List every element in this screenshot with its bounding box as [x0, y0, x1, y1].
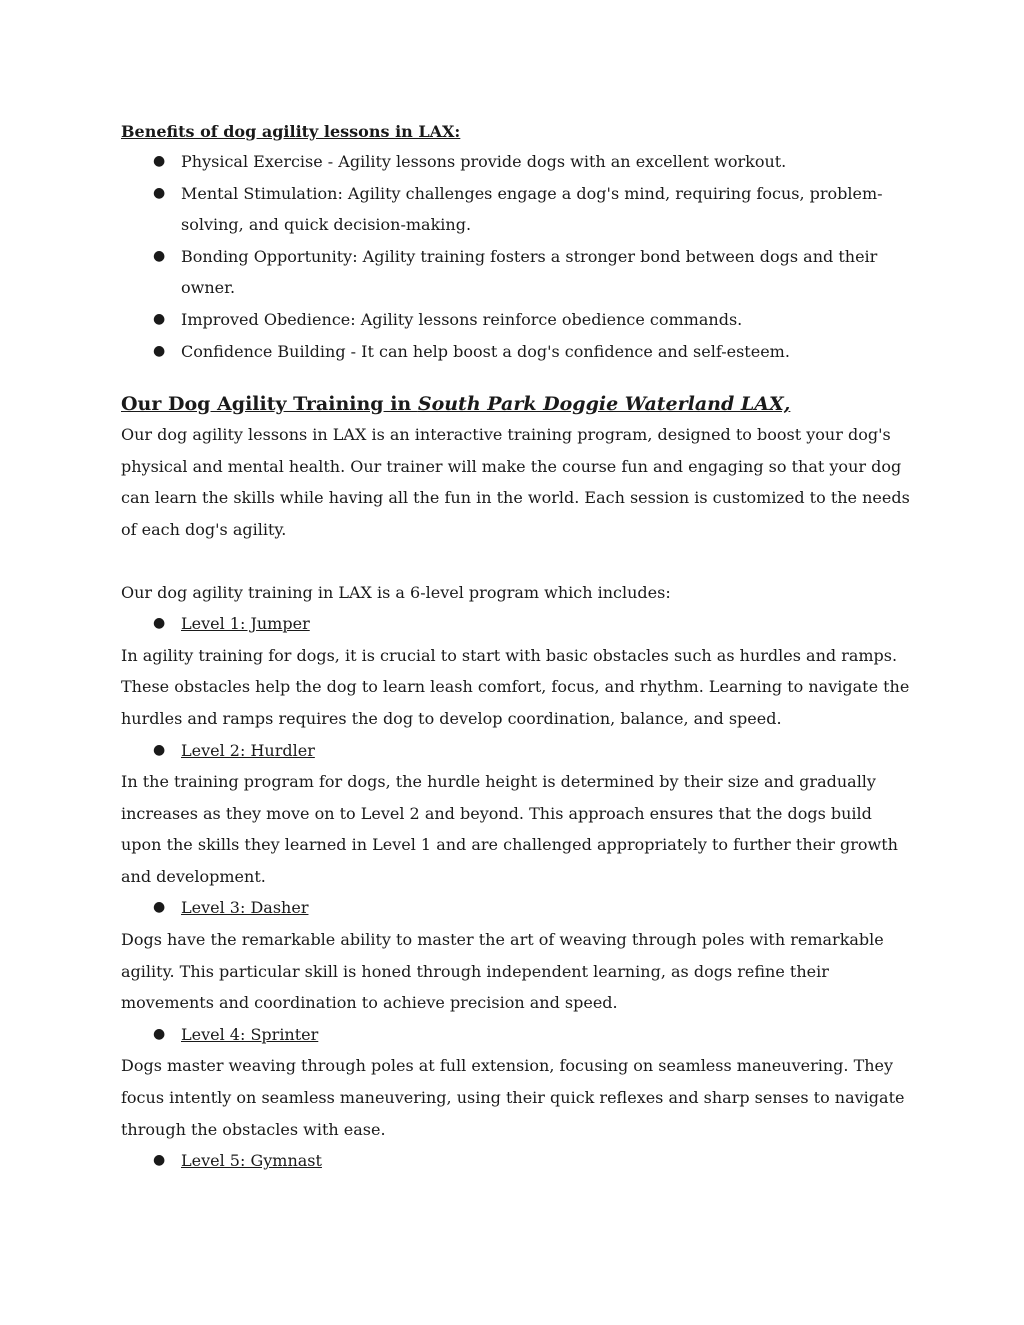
list-item: ● Mental Stimulation: Agility challenges engage a dog's mind, requiring focus, problem-solving, and quick decision-making.: [121, 178, 911, 241]
list-item: [121, 608, 911, 640]
level-1-description: In agility training for dogs, it is crucial to start with basic obstacles such as hurdles and ramps. These obstacles help the dog to learn leash comfort, focus, and rhythm. Learning to navigate the hurdles and ramps requires the dog to develop coordination, balance, and speed.: [121, 645, 910, 728]
level-4-description: Dogs master weaving through poles at full extension, focusing on seamless maneuvering. They focus intently on seamless maneuvering, using their quick reflexes and sharp senses to navigate through the obstacles with ease.: [121, 1056, 905, 1139]
bullet-icon: ●: [153, 342, 166, 359]
list-item: ● Bonding Opportunity: Agility training fosters a stronger bond between dogs and their owner.: [121, 241, 911, 304]
bullet-icon: ●: [153, 899, 166, 916]
level-list: [121, 608, 911, 640]
bullet-icon: ●: [153, 310, 166, 327]
level-3-link[interactable]: Level 3: Dasher: [181, 898, 309, 918]
level-4-link[interactable]: Level 4: Sprinter: [181, 1024, 319, 1044]
list-item: ● Confidence Building - It can help boost a dog's confidence and self-esteem.: [121, 336, 911, 368]
list-item: [121, 1145, 911, 1177]
level-3-description: Dogs have the remarkable ability to master the art of weaving through poles with remarkable agility. This particular skill is honed through independent learning, as dogs refine their movements and coordination to achieve precision and speed.: [121, 930, 884, 1013]
list-item: [121, 1019, 911, 1051]
level-2-link[interactable]: Level 2: Hurdler: [181, 740, 315, 760]
bullet-icon: ●: [153, 153, 166, 169]
list-item: ● Physical Exercise - Agility lessons provide dogs with an excellent workout.: [121, 146, 911, 178]
list-item: [121, 735, 911, 767]
bullet-icon: ●: [153, 1025, 166, 1042]
list-item: ● Improved Obedience: Agility lessons reinforce obedience commands.: [121, 304, 911, 336]
bullet-icon: ●: [153, 741, 166, 758]
list-item: [121, 892, 911, 924]
program-intro: Our dog agility training in LAX is a 6-level program which includes:: [121, 582, 671, 602]
level-1-link[interactable]: Level 1: Jumper: [181, 614, 310, 634]
bullet-icon: ●: [153, 615, 166, 632]
benefits-list: [121, 146, 911, 367]
document-page: [121, 118, 911, 1177]
training-heading: Our Dog Agility Training in South Park Doggie Waterland LAX,: [121, 393, 791, 416]
benefits-heading: Benefits of dog agility lessons in LAX:: [121, 122, 461, 141]
training-heading-location: South Park Doggie Waterland LAX,: [417, 393, 791, 416]
bullet-icon: ●: [153, 184, 166, 201]
level-5-link[interactable]: Level 5: Gymnast: [181, 1151, 322, 1171]
bullet-icon: ●: [153, 247, 166, 264]
bullet-icon: ●: [153, 1152, 166, 1169]
level-2-description: In the training program for dogs, the hurdle height is determined by their size and gradually increases as they move on to Level 2 and beyond. This approach ensures that the dogs build upon the skills they learned in Level 1 and are challenged appropriately to further their growth and development.: [121, 772, 898, 886]
training-intro: Our dog agility lessons in LAX is an interactive training program, designed to boost your dog's physical and mental health. Our trainer will make the course fun and engaging so that your dog can learn the skills while having all the fun in the world. Each session is customized to the needs of each dog's agility.: [121, 425, 910, 539]
